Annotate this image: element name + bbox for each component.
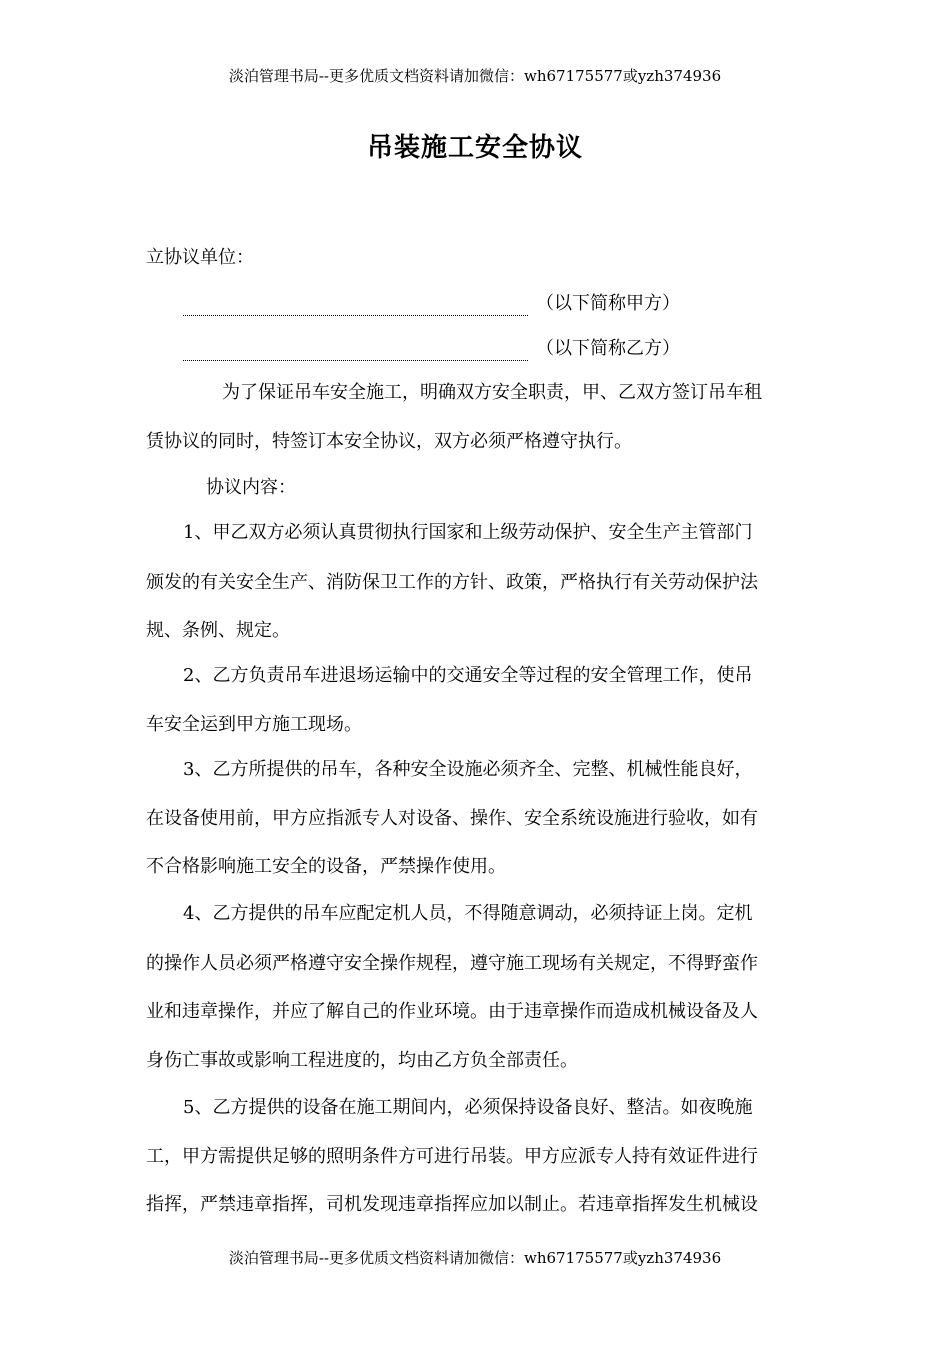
- party-a-blank: [183, 297, 528, 316]
- party-b-note: （以下简称乙方）: [536, 338, 680, 359]
- page-header: 淡泊管理书局--更多优质文档资料请加微信：wh67175577或yzh374936: [228, 67, 722, 85]
- clause-4-line-3: 业和违章操作，并应了解自己的作业环境。由于违章操作而造成机械设备及人: [146, 1001, 758, 1022]
- document-title: 吊装施工安全协议: [366, 133, 583, 163]
- clause-5-line-3: 指挥，严禁违章指挥，司机发现违章指挥应加以制止。若违章指挥发生机械设: [146, 1194, 758, 1215]
- party-b-row: [183, 335, 680, 361]
- clause-1-line-3: 规、条例、规定。: [146, 620, 290, 641]
- clause-2-line-1: 2、乙方负责吊车进退场运输中的交通安全等过程的安全管理工作，使吊: [183, 665, 753, 686]
- clause-2-line-2: 车安全运到甲方施工现场。: [146, 714, 362, 735]
- intro-line-2: 赁协议的同时，特签订本安全协议，双方必须严格遵守执行。: [146, 431, 632, 452]
- intro-line-1: 为了保证吊车安全施工，明确双方安全职责，甲、乙双方签订吊车租: [222, 382, 762, 403]
- clause-5-line-1: 5、乙方提供的设备在施工期间内，必须保持设备良好、整洁。如夜晚施: [183, 1097, 753, 1118]
- clause-3-line-1: 3、乙方所提供的吊车，各种安全设施必须齐全、完整、机械性能良好，: [183, 759, 753, 780]
- party-b-blank: [183, 342, 528, 361]
- clause-4-line-1: 4、乙方提供的吊车应配定机人员，不得随意调动，必须持证上岗。定机: [183, 903, 753, 924]
- clause-3-line-2: 在设备使用前，甲方应指派专人对设备、操作、安全系统设施进行验收，如有: [146, 808, 758, 829]
- clause-1-line-2: 颁发的有关安全生产、消防保卫工作的方针、政策，严格执行有关劳动保护法: [146, 572, 758, 593]
- party-a-note: （以下简称甲方）: [536, 293, 680, 314]
- clause-4-line-4: 身伤亡事故或影响工程进度的，均由乙方负全部责任。: [146, 1050, 578, 1071]
- content-heading: 协议内容：: [206, 477, 296, 498]
- clause-1-line-1: 1、甲乙双方必须认真贯彻执行国家和上级劳动保护、安全生产主管部门: [183, 522, 753, 543]
- parties-label: 立协议单位：: [146, 247, 254, 268]
- page-footer: 淡泊管理书局--更多优质文档资料请加微信：wh67175577或yzh374936: [228, 1249, 722, 1267]
- clause-5-line-2: 工，甲方需提供足够的照明条件方可进行吊装。甲方应派专人持有效证件进行: [146, 1146, 758, 1167]
- clause-4-line-2: 的操作人员必须严格遵守安全操作规程，遵守施工现场有关规定，不得野蛮作: [146, 953, 758, 974]
- clause-3-line-3: 不合格影响施工安全的设备，严禁操作使用。: [146, 856, 506, 877]
- party-a-row: [183, 290, 680, 316]
